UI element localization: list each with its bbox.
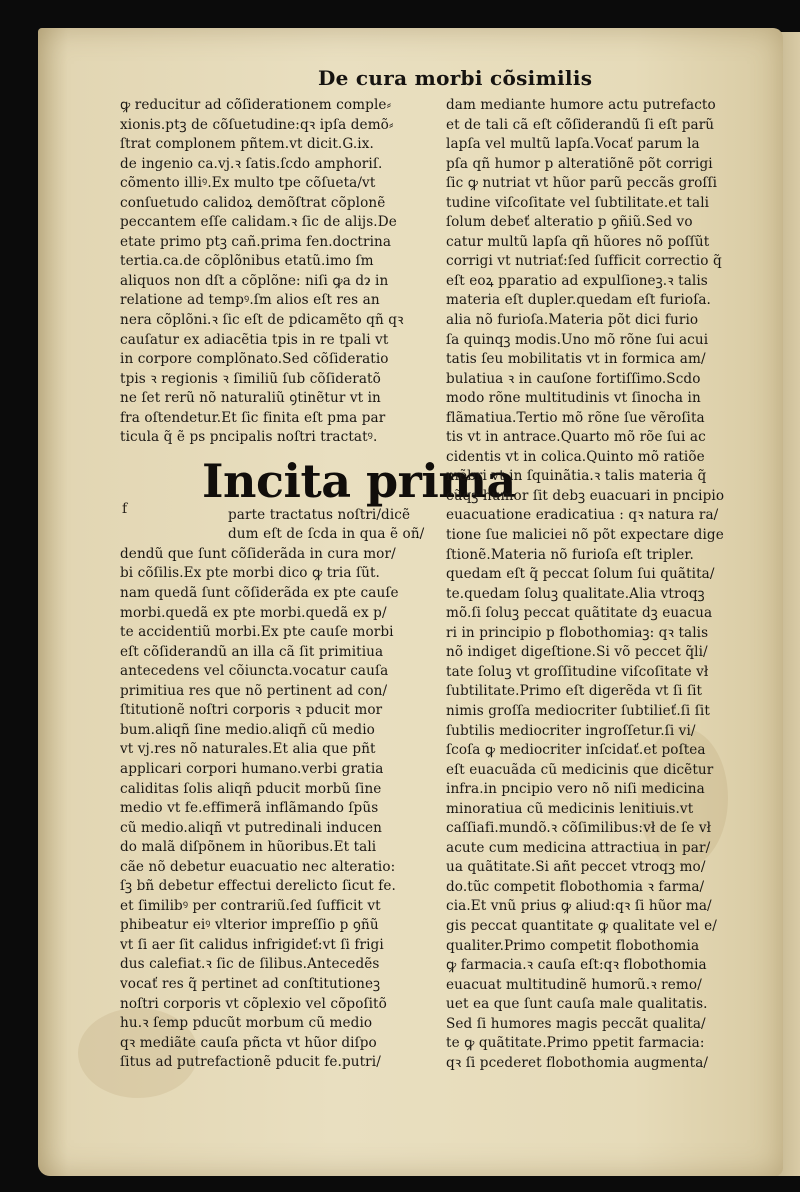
text-line: ſtrat complonem pñtem.vt dicit.G.ix.	[120, 136, 374, 153]
text-line: medio vt fe.effimerã inflãmando ſpũs	[120, 800, 379, 817]
text-line: pſa qñ humor p alteratiõnẽ põt corrigi	[446, 155, 713, 172]
text-line: nam quedã ſunt cõſiderãda ex pte cauſe	[120, 585, 399, 602]
text-line: dendũ que ſunt cõſiderãda in cura mor/	[120, 545, 396, 562]
text-line: ſꝫ bñ debetur effectui derelicto ſicut fe.	[120, 878, 396, 895]
text-line: bum.aliqñ ſine medio.aliqñ cũ medio	[120, 721, 375, 738]
text-line: cõmento illiꝰ.Ex multo tpe cõſueta/vt	[120, 175, 376, 192]
text-line: ſa quinqꝫ modis.Uno mõ rõne ſui acui	[446, 331, 709, 348]
text-line: qꝛ mediãte cauſa pñcta vt hũor diſpo	[120, 1034, 377, 1051]
text-line: ſubtilitate.Primo eſt digerẽda vt ſi ſit	[446, 683, 703, 700]
text-line: et ſimilibꝰ per contrariũ.ſed ſufficit vt	[120, 897, 381, 914]
text-line: caliditas ſolis aliqñ pducit morbũ ſine	[120, 780, 382, 797]
left-column-upper-text	[120, 96, 435, 448]
text-line: ſcoſa ꝙ mediocriter inſcidať.et poſtea	[446, 742, 706, 759]
text-line: mẽbri vt in ſquinãtia.ꝛ talis materia q̃	[446, 468, 707, 485]
text-line: tudine viſcoſitate vel ſubtilitate.et tali	[446, 194, 710, 211]
text-line: mõ.ſi ſoluꝫ peccat quãtitate dꝫ euacua	[446, 605, 713, 622]
text-line: acute cum medicina attractiua in par/	[446, 839, 711, 856]
text-line: ꝙ reducitur ad cõſiderationem comple⸗	[120, 97, 392, 113]
text-line: modo rõne multitudinis vt ſinocha in	[446, 390, 701, 407]
text-line: caſſiafi.mundõ.ꝛ cõſimilibus:vł de ſe vł	[446, 820, 712, 837]
text-line: tertia.ca.de cõplõnibus etatũ.imo ſm	[120, 253, 374, 270]
right-text-column	[446, 96, 766, 1073]
text-line: nõ indiget digeſtione.Si võ peccet q̃li/	[446, 644, 708, 661]
text-line: tione ſue maliciei nõ põt expectare dige	[446, 527, 724, 544]
text-line: fra oſtendetur.Et ſic finita eſt pma par	[120, 409, 386, 426]
text-line: phibeatur eiꝰ vlterior impreſſio p ꝯñũ	[120, 917, 379, 934]
text-line: in corpore complõnato.Sed cõſideratio	[120, 351, 389, 368]
text-line: bulatiua ꝛ in cauſone fortiſſimo.Scdo	[446, 370, 701, 387]
text-line: eſt euacuãda cũ medicinis que dicẽtur	[446, 761, 714, 778]
left-column-indented-text	[120, 506, 435, 545]
text-line: vt ſi aer ſit calidus infrigideť:vt ſi frigi	[120, 936, 384, 953]
text-line: et de tali cã eſt cõſiderandũ ſi eſt parũ	[446, 116, 715, 133]
text-line: infra.in pncipio vero nõ niſi medicina	[446, 781, 705, 798]
text-line: tatis ſeu mobilitatis vt in formica am/	[446, 351, 706, 368]
running-title: De cura morbi cõsimilis	[318, 66, 593, 90]
text-line: parte tractatus noſtri/dicẽ	[228, 506, 411, 523]
text-line: Sed ſi humores magis peccãt qualita/	[446, 1015, 706, 1032]
text-line: dum eſt de ſcda in qua ẽ oñ/	[228, 526, 425, 543]
text-line: do malã diſpõnem in hũoribus.Et tali	[120, 839, 377, 856]
text-line: ꝙ farmacia.ꝛ cauſa eſt:qꝛ flobothomia	[446, 957, 707, 974]
text-line: morbi.quedã ex pte morbi.quedã ex p/	[120, 604, 387, 621]
text-line: tate ſoluꝫ vt groſſitudine viſcoſitate vł	[446, 663, 709, 680]
text-line: tpis ꝛ regionis ꝛ ſimiliũ ſub cõſideratõ	[120, 370, 381, 387]
text-line: euacuatione eradicatiua : qꝛ natura ra/	[446, 507, 719, 524]
text-line: lapſa vel multũ lapſa.Vocať parum la	[446, 136, 700, 153]
text-line: tis vt in antrace.Quarto mõ rõe ſui ac	[446, 429, 706, 446]
text-line: euacuat multitudinẽ humorũ.ꝛ remo/	[446, 976, 702, 993]
text-line: vt vj.res nõ naturales.Et alia que pñt	[120, 741, 376, 758]
text-line: catur multũ lapſa qñ hũores nõ poſſũt	[446, 233, 710, 250]
text-line: etate primo ptꝫ cañ.prima fen.doctrina	[120, 233, 392, 250]
text-line: ne ſet rerũ nõ naturaliũ ꝯtinẽtur vt in	[120, 390, 381, 407]
text-line: flãmatiua.Tertio mõ rõne ſue vẽroſita	[446, 409, 705, 426]
text-line: quedam eſt q̃ peccat ſolum ſui quãtita/	[446, 566, 715, 583]
left-column-lower-text	[120, 545, 435, 1073]
text-line: cãe nõ debetur euacuatio nec alteratio:	[120, 858, 396, 875]
text-line: materia eſt dupler.quedam eſt furioſa.	[446, 292, 711, 309]
text-line: de ingenio ca.vj.ꝛ ſatis.ſcdo amphoriſ.	[120, 155, 383, 172]
text-line: qꝛ ſi pcederet flobothomia augmenta/	[446, 1054, 709, 1071]
text-line: do.tũc competit flobothomia ꝛ farma/	[446, 878, 705, 895]
text-line: qualiter.Primo competit flobothomia	[446, 937, 700, 954]
text-line: conſuetudo calidoꝝ demõſtrat cõplonẽ	[120, 194, 386, 211]
text-line: cia.Et vnũ prius ꝙ aliud:qꝛ ſi hũor ma/	[446, 898, 712, 915]
text-line: alia nõ furioſa.Materia põt dici furio	[446, 312, 699, 329]
text-line: aliquos non dſt a cõplõne: niſi ꝙa dɂ in	[120, 272, 389, 289]
text-line: antecedens vel cõiuncta.vocatur cauſa	[120, 663, 389, 680]
text-line: peccantem eſſe calidam.ꝛ ſic de alijs.De	[120, 214, 397, 231]
text-line: cauſatur ex adiacẽtia tpis in re tpali vt	[120, 331, 389, 348]
text-line: vocať res q̃ pertinet ad conſtitutioneꝫ	[120, 975, 381, 992]
text-line: te.quedam ſoluꝫ qualitate.Alia vtroqꝫ	[446, 585, 705, 602]
text-line: primitiua res que nõ pertinent ad con/	[120, 682, 388, 699]
text-line: ua quãtitate.Si añt peccet vtroqꝫ mo/	[446, 859, 706, 876]
text-line: eſt cõſiderandũ an illa cã ſit primitiua	[120, 643, 384, 660]
text-line: corrigi vt nutriať:ſed ſufficit correctio q̃	[446, 253, 722, 270]
text-line: hu.ꝛ ſemp pducũt morbum cũ medio	[120, 1015, 373, 1032]
text-line: relatione ad tempꝰ.ſm alios eſt res an	[120, 292, 380, 309]
text-line: ri in principio p flobothomiaꝫ: qꝛ talis	[446, 624, 709, 641]
right-column-text	[446, 96, 766, 1073]
text-line: uet ea que ſunt cauſa male qualitatis.	[446, 996, 708, 1013]
incipit-heading: Incita prima	[202, 453, 516, 508]
text-line: te accidentiũ morbi.Ex pte cauſe morbi	[120, 624, 394, 641]
text-line: dus calefiat.ꝛ ſic de ſilibus.Antecedẽs	[120, 956, 380, 973]
text-line: nimis groſſa mediocriter ſubtilieť.ſi ſit	[446, 702, 710, 719]
text-line: eſt eoꝝ pparatio ad expulſioneꝫ.ꝛ talis	[446, 272, 708, 289]
text-line: ſtitutionẽ noſtri corporis ꝛ pducit mor	[120, 702, 383, 719]
text-line: ſic ꝙ nutriat vt hũor parũ peccãs groſſi	[446, 175, 718, 192]
text-line: minoratiua cũ medicinis lenitiuis.vt	[446, 800, 694, 817]
text-line: ſolum debeť alteratio p ꝯñiũ.Sed vo	[446, 214, 693, 231]
guide-letter: f	[122, 500, 128, 517]
text-line: gis peccat quantitate ꝙ qualitate vel e/	[446, 917, 717, 934]
text-line: cũ medio.aliqñ vt putredinali inducen	[120, 819, 383, 836]
text-line: applicari corpori humano.verbi gratia	[120, 760, 384, 777]
text-line: nera cõplõni.ꝛ ſic eſt de pdicamẽto qñ qꝛ	[120, 312, 404, 329]
text-line: cũqꝫ humor ſit debꝫ euacuari in pncipio	[446, 487, 725, 504]
text-line: ſitus ad putrefactionẽ pducit fe.putri/	[120, 1054, 381, 1071]
text-line: xionis.ptꝫ de cõſuetudine:qꝛ ipſa demõ⸗	[120, 116, 394, 133]
text-line: cidentis vt in colica.Quinto mõ ratiõe	[446, 448, 705, 465]
text-line: ſubtilis mediocriter ingroſſetur.ſi vi/	[446, 722, 696, 739]
left-text-column	[120, 96, 516, 1073]
text-line: ſtionẽ.Materia nõ furioſa eſt tripler.	[446, 546, 694, 563]
text-line: dam mediante humore actu putrefacto	[446, 97, 716, 113]
text-line: te ꝙ quãtitate.Primo ppetit farmacia:	[446, 1035, 705, 1052]
text-line: ticula q̃ ẽ ps pncipalis noſtri tractatꝰ.	[120, 429, 378, 446]
text-line: bi cõſilis.Ex pte morbi dico ꝙ tria ſũt.	[120, 565, 380, 582]
text-line: noſtri corporis vt cõplexio vel cõpoſitõ	[120, 995, 387, 1012]
